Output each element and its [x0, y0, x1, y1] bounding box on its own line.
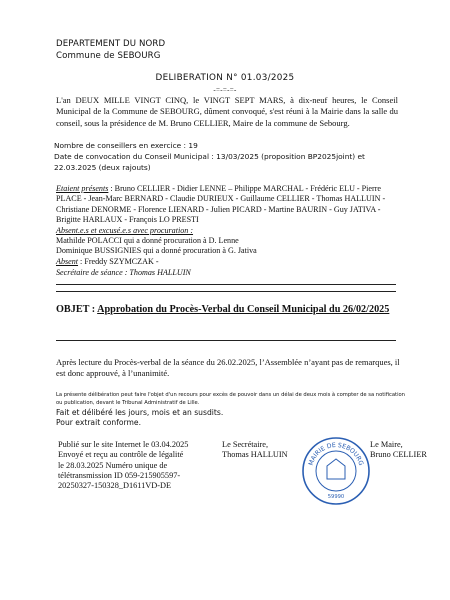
title-separator: -=-=-=- — [213, 86, 237, 94]
mairie-stamp — [300, 435, 372, 507]
council-info — [54, 141, 404, 173]
department-name: DEPARTEMENT DU NORD — [56, 39, 166, 49]
decision-text: Après lecture du Procès-verbal de la séance du 26.02.2025, l’Assemblée n’ayant pas de remarques, il est donc approuvé, à l’unanimité. — [56, 357, 400, 379]
divider — [56, 340, 396, 341]
session-secretary: Secrétaire de séance : Thomas HALLUIN — [56, 268, 191, 277]
mayor-title: Le Maire, — [370, 440, 403, 449]
absent-label: Absent — [56, 256, 79, 266]
attendance-block — [56, 184, 402, 267]
commune-name: Commune de SEBOURG — [56, 51, 161, 61]
absent-names: : Freddy SZYMCZAK - — [78, 256, 159, 266]
publication-line: 20250327-150328_D1611VD-DE — [58, 481, 172, 491]
stamp-emblem — [327, 459, 345, 479]
subject-heading — [56, 303, 401, 316]
publication-line: télétransmission ID 059-215905597- — [58, 470, 181, 480]
stamp-text-bottom: 59990 — [327, 494, 345, 500]
publication-line: le 28.03.2025 Numéro unique de — [58, 460, 168, 470]
publication-line: Envoyé et reçu au contrôle de légalité — [58, 450, 184, 460]
proxy-entry: Mathilde POLACCI qui a donné procuration à D. Lenne — [56, 236, 239, 246]
secretary-title: Le Secrétaire, — [222, 440, 269, 449]
secretary-signature — [222, 440, 288, 461]
publication-info — [58, 440, 208, 491]
divider — [56, 284, 396, 285]
deliberation-title: DELIBERATION N° 01.03/2025 — [155, 73, 295, 83]
subject-title: Approbation du Procès-Verbal du Conseil Municipal du 26/02/2025 — [97, 304, 390, 315]
closing-formula — [56, 408, 223, 428]
secretary-name: Thomas HALLUIN — [222, 450, 288, 460]
present-list — [56, 184, 402, 226]
members-count: Nombre de conseillers en exercice : 19 — [54, 141, 198, 150]
subject-label: OBJET : — [56, 304, 96, 315]
stamp-text-top: MAIRIE DE SEBOURG — [307, 441, 365, 467]
intro-paragraph: L'an DEUX MILLE VINGT CINQ, le VINGT SEPT MARS, à dix-neuf heures, le Conseil Municipal de la Commune de SEBOURG, dûment convoqué, s'est réuni à la Mairie dans la salle du conseil, sous la présidence de M. Bruno CELLIER, Maire de la commune de Sebourg. — [56, 95, 398, 128]
present-names: : Bruno CELLIER - Didier LENNE – Philippe MARCHAL - Frédéric ELU - Pierre PLACE - Jean-Marc BERNARD - Claudie DURIEUX - Guillaume CELLIER - Thomas HALLUIN - Christiane DENORME - Florence LIENARD - Julien PICARD - Martine BAURIN - Guy JATIVA - Brigitte HARLAUX - François LO PRESTI — [56, 184, 386, 225]
mayor-name: Bruno CELLIER — [370, 450, 427, 460]
mayor-signature — [370, 440, 427, 461]
stamp-inner-ring — [316, 451, 356, 491]
absent-line — [56, 257, 402, 267]
department-header — [56, 38, 165, 62]
convocation-date: Date de convocation du Conseil Municipal : 13/03/2025 (proposition BP2025joint) et 22.03.2025 (deux rajouts) — [54, 151, 365, 172]
closing-line: Fait et délibéré les jours, mois et an susdits. — [56, 408, 224, 417]
publication-line: Publié sur le site Internet le 03.04.2025 — [58, 440, 189, 449]
appeal-notice: La présente délibération peut faire l'objet d'un recours pour excès de pouvoir dans un délai de deux mois à compter de sa notification ou publication, devant le Tribunal Administratif de Lille. — [56, 392, 405, 406]
proxy-entry: Dominique BUSSIGNIES qui a donné procuration à G. Jativa — [56, 246, 257, 256]
divider — [56, 291, 396, 292]
closing-line: Pour extrait conforme. — [56, 418, 142, 427]
present-label: Etaient présents — [56, 184, 109, 193]
proxy-label: Absent.e.s et excusé.e.s avec procuration : — [56, 225, 194, 235]
